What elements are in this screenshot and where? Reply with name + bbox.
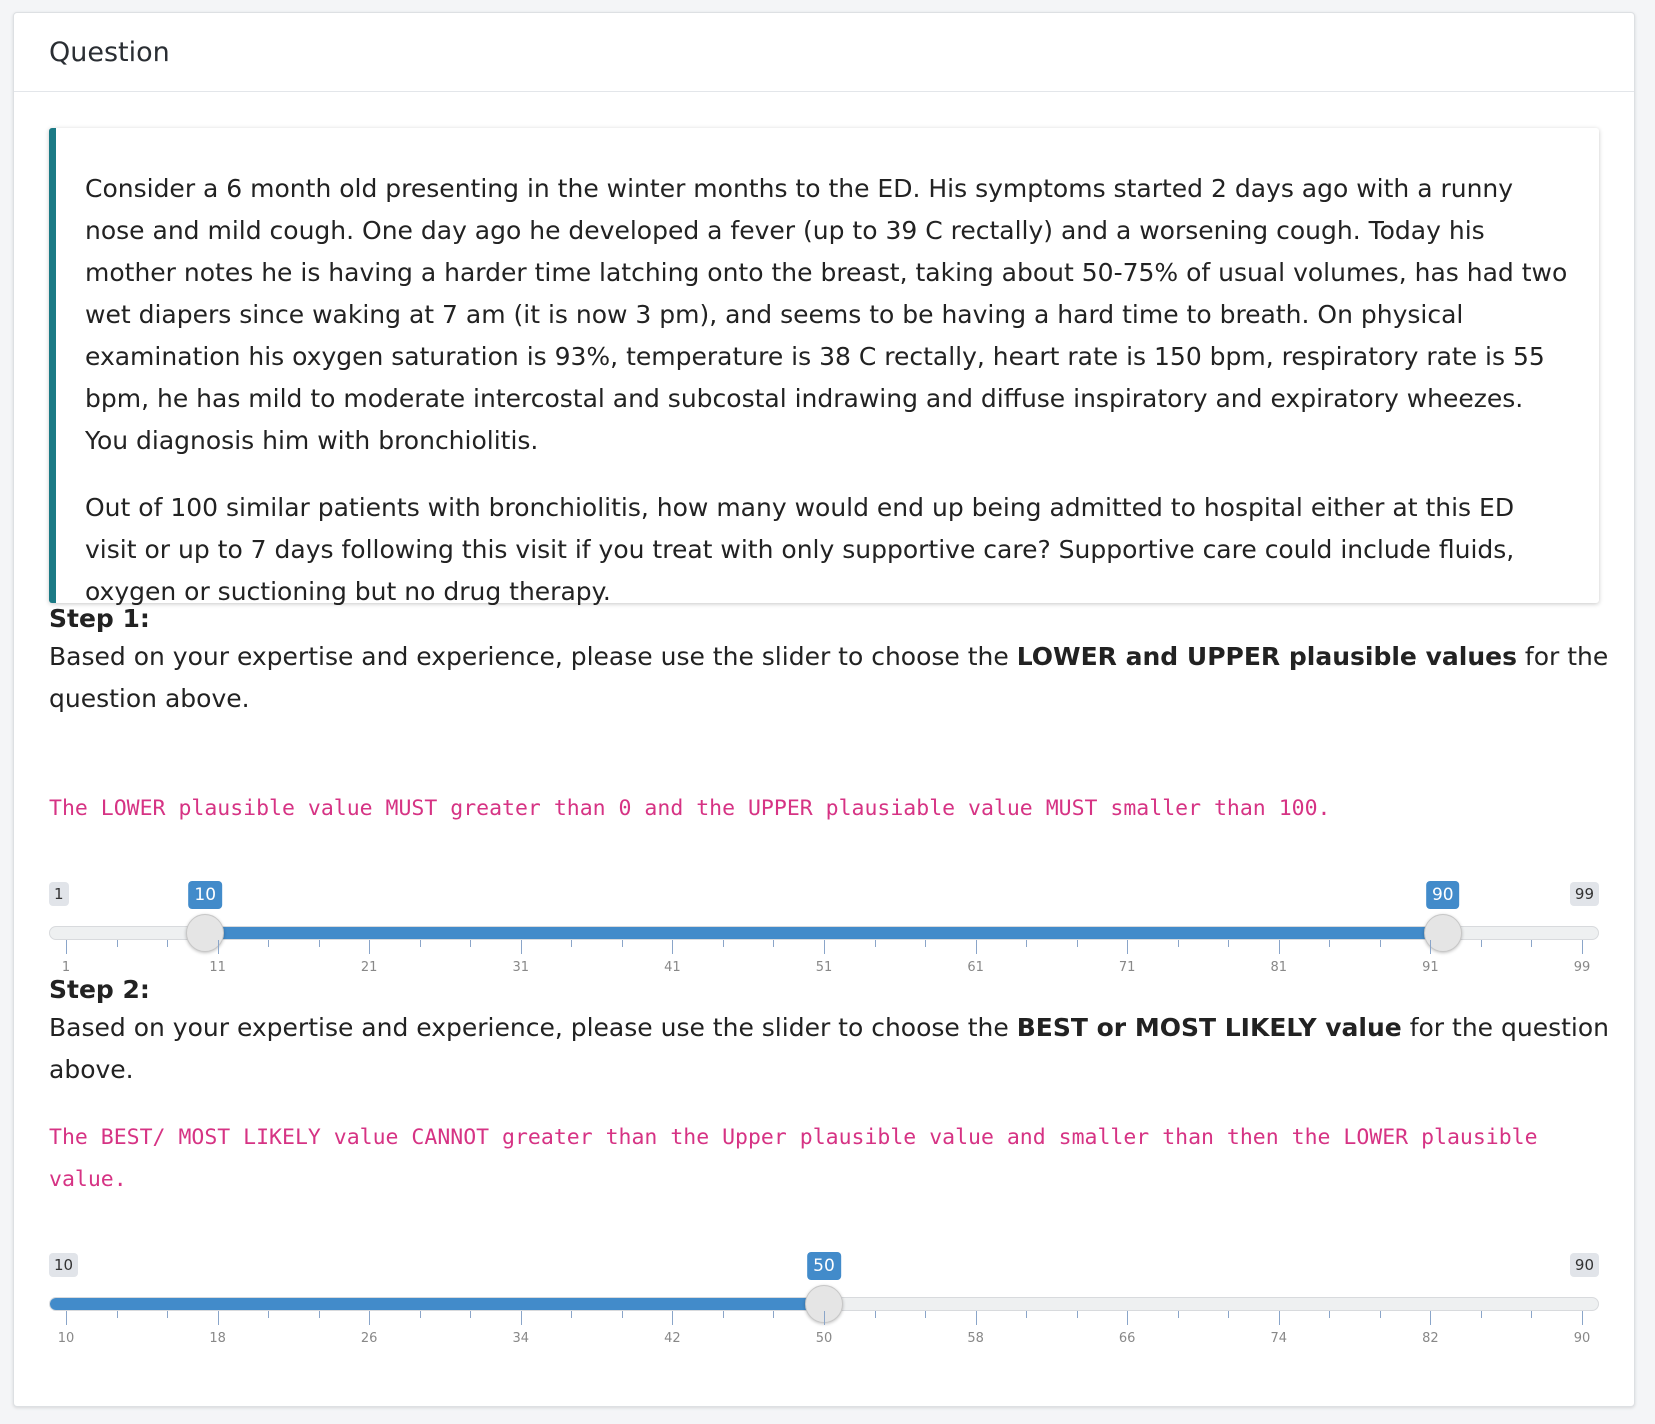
slider-tick-minor [875, 1311, 876, 1318]
slider-tick-major [218, 1311, 219, 1325]
slider-tick-minor [622, 940, 623, 947]
slider-min-label: 1 [49, 882, 69, 906]
question-callout [49, 128, 1599, 606]
slider-tick-minor [1077, 1311, 1078, 1318]
slider-tick-minor [1531, 940, 1532, 947]
slider-tick-major [218, 940, 219, 954]
slider-tick-major [1127, 1311, 1128, 1325]
slider-tick-minor [571, 1311, 572, 1318]
slider-tick-major [1582, 1311, 1583, 1325]
question-card [13, 12, 1635, 1407]
slider-tick-label: 90 [1573, 1331, 1591, 1346]
slider-tick-minor [1026, 940, 1027, 947]
slider-tick-minor [117, 940, 118, 947]
slider-tick-minor [723, 940, 724, 947]
slider-tick-minor [622, 1311, 623, 1318]
slider-tick-label: 34 [512, 1331, 530, 1346]
slider-tick-minor [1481, 940, 1482, 947]
slider-tick-minor [1077, 940, 1078, 947]
slider-tick-minor [925, 940, 926, 947]
slider-tick-minor [1531, 1311, 1532, 1318]
slider-tick-minor [1228, 1311, 1229, 1318]
slider-tick-minor [470, 1311, 471, 1318]
slider-tick-minor [167, 940, 168, 947]
range-slider-lower-upper[interactable] [49, 882, 1599, 982]
slider-tick-major [521, 1311, 522, 1325]
slider-lower-value: 10 [188, 881, 222, 909]
slider-tick-minor [1178, 1311, 1179, 1318]
slider-tick-major [1279, 940, 1280, 954]
slider-tick-minor [319, 940, 320, 947]
step1-description [49, 636, 1609, 720]
slider-tick-major [672, 1311, 673, 1325]
slider-tick-minor [420, 1311, 421, 1318]
step2-desc-bold: BEST or MOST LIKELY value [1016, 1013, 1402, 1042]
slider-tick-minor [1329, 940, 1330, 947]
slider-tick-label: 58 [967, 1331, 984, 1346]
slider-tick-label: 1 [61, 960, 71, 975]
slider-tick-label: 26 [360, 1331, 378, 1346]
step2-desc-after: for the question above. [49, 1013, 1610, 1084]
slider-value-fill [50, 1298, 824, 1310]
slider-tick-major [1582, 940, 1583, 954]
step2-title: Step 2: [49, 975, 150, 1004]
slider-tick-minor [319, 1311, 320, 1318]
slider-tick-label: 50 [815, 1331, 833, 1346]
slider-tick-label: 91 [1422, 960, 1439, 975]
slider-tick-minor [1178, 940, 1179, 947]
slider-upper-value: 90 [1426, 881, 1460, 909]
slider-tick-minor [268, 1311, 269, 1318]
slider-tick-minor [773, 940, 774, 947]
slider-tick-minor [1329, 1311, 1330, 1318]
step1-desc-bold: LOWER and UPPER plausible values [1016, 642, 1517, 671]
slider-tick-major [672, 940, 673, 954]
slider-tick-label: 42 [664, 1331, 681, 1346]
card-header [14, 13, 1634, 92]
slider-tick-label: 21 [360, 960, 378, 975]
slider-tick-minor [117, 1311, 118, 1318]
slider-tick-major [369, 1311, 370, 1325]
slider-tick-minor [1380, 1311, 1381, 1318]
step2-description [49, 1007, 1609, 1091]
step1-desc-after: for the question above. [49, 642, 1609, 713]
slider-tick-major [976, 940, 977, 954]
slider-tick-minor [1481, 1311, 1482, 1318]
card-title: Question [49, 37, 170, 68]
slider-max-label: 99 [1570, 882, 1599, 906]
slider-range-fill [205, 927, 1443, 939]
slider-tick-major [1430, 1311, 1431, 1325]
question-paragraph-2: Out of 100 similar patients with bronchiolitis, how many would end up being admitted to hospital either at this ED visit or up to 7 days following this visit if you treat with only supportive care? Supportive care could include fluids, oxygen or suctioning but no drug therapy. [85, 493, 1515, 606]
slider-tick-label: 41 [664, 960, 681, 975]
step2-desc-before: Based on your expertise and experience, please use the slider to choose the [49, 1013, 1017, 1042]
slider-tick-label: 74 [1270, 1331, 1288, 1346]
slider-tick-major [824, 1311, 825, 1325]
slider-tick-minor [1380, 940, 1381, 947]
step1-title: Step 1: [49, 604, 150, 633]
slider-tick-major [976, 1311, 977, 1325]
slider-tick-label: 10 [57, 1331, 75, 1346]
slider-tick-major [1279, 1311, 1280, 1325]
slider-tick-label: 11 [209, 960, 226, 975]
slider-tick-major [521, 940, 522, 954]
question-paragraph-1: Consider a 6 month old presenting in the winter months to the ED. His symptoms started 2 days ago with a runny nose and mild cough. One day ago he developed a fever (up to 39 C rectally) and a worsening cough. Today his mother notes he is having a harder time latching onto the breast, taking about 50-75% of usual volumes, has had two wet diapers since waking at 7 am (it is now 3 pm), and seems to be having a hard time to breath. On physical examination his oxygen saturation is 93%, temperature is 38 C rectally, heart rate is 150 bpm, respiratory rate is 55 bpm, he has mild to moderate intercostal and subcostal indrawing and diffuse inspiratory and expiratory wheezes. You diagnosis him with bronchiolitis. [85, 174, 1568, 455]
step1-desc-before: Based on your expertise and experience, please use the slider to choose the [49, 642, 1017, 671]
slider-tick-label: 18 [209, 1331, 226, 1346]
slider-tick-minor [1228, 940, 1229, 947]
slider-tick-minor [1026, 1311, 1027, 1318]
slider-tick-minor [571, 940, 572, 947]
slider-tick-major [1127, 940, 1128, 954]
slider-tick-minor [723, 1311, 724, 1318]
slider-tick-label: 31 [512, 960, 530, 975]
step2-warning: The BEST/ MOST LIKELY value CANNOT greater than the Upper plausible value and smaller than then the LOWER plausible value. [49, 1125, 1538, 1192]
slider-tick-major [66, 940, 67, 954]
step1-warning: The LOWER plausible value MUST greater than 0 and the UPPER plausiable value MUST smaller than 100. [49, 796, 1331, 821]
slider-tick-label: 81 [1270, 960, 1288, 975]
slider-tick-major [369, 940, 370, 954]
slider-tick-major [824, 940, 825, 954]
slider-tick-label: 61 [967, 960, 984, 975]
slider-tick-label: 82 [1422, 1331, 1439, 1346]
slider-tick-minor [268, 940, 269, 947]
single-slider-best-value[interactable] [49, 1253, 1599, 1353]
slider-tick-minor [420, 940, 421, 947]
slider-tick-major [1430, 940, 1431, 954]
slider-tick-minor [875, 940, 876, 947]
slider-tick-label: 71 [1118, 960, 1136, 975]
slider-tick-major [66, 1311, 67, 1325]
slider-tick-minor [925, 1311, 926, 1318]
slider-min-label: 10 [49, 1253, 78, 1277]
slider-tick-minor [470, 940, 471, 947]
slider-tick-label: 51 [815, 960, 833, 975]
slider-tick-label: 66 [1118, 1331, 1136, 1346]
slider-current-value: 50 [807, 1252, 841, 1280]
slider-tick-minor [167, 1311, 168, 1318]
slider-max-label: 90 [1570, 1253, 1599, 1277]
slider-tick-label: 99 [1573, 960, 1591, 975]
slider-tick-minor [773, 1311, 774, 1318]
